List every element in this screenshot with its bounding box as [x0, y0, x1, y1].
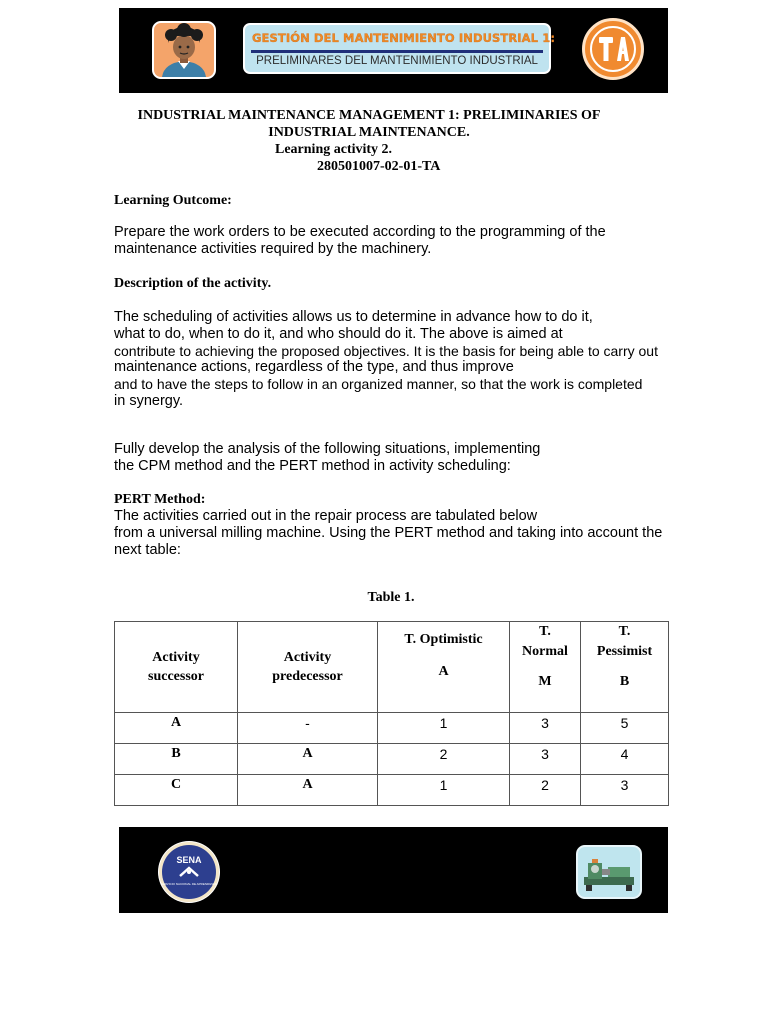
cell-optimistic: 2 [378, 744, 510, 775]
header-text: T. [618, 624, 631, 639]
header-activity-predecessor [238, 622, 378, 713]
header-t-optimistic [378, 622, 510, 713]
paragraph-line: Fully develop the analysis of the following situations, implementing [114, 441, 541, 457]
header-activity-successor [115, 622, 238, 713]
header-text: Activity [283, 650, 332, 665]
cell-pessimist: 5 [581, 713, 669, 744]
paragraph-line: next table: [114, 541, 181, 558]
header-text: successor [148, 669, 204, 684]
header-text: B [619, 674, 630, 689]
paragraph-line: maintenance activities required by the machinery. [114, 240, 432, 257]
paragraph-line: Prepare the work orders to be executed according to the programming of the [114, 224, 606, 240]
cell-predecessor: A [238, 775, 378, 806]
description-text [114, 309, 658, 410]
cell-normal: 2 [510, 775, 581, 806]
cell-optimistic: 1 [378, 713, 510, 744]
sena-logo-subtext: SERVICIO NACIONAL DE APRENDIZAJE [160, 882, 218, 886]
table-row [115, 744, 669, 775]
paragraph-line: from a universal milling machine. Using the PERT method and taking into account the [114, 524, 663, 541]
paragraph-line: the CPM method and the PERT method in activity scheduling: [114, 457, 511, 474]
header-text: T. Optimistic [404, 632, 483, 647]
paragraph-line: and to have the steps to follow in an organized manner, so that the work is completed [114, 376, 643, 393]
table-header-row [115, 622, 669, 713]
learning-outcome-heading: Learning Outcome: [114, 193, 232, 208]
header-t-pessimist [581, 622, 669, 713]
course-title-box [243, 23, 556, 74]
learning-outcome-text [114, 224, 606, 258]
sena-logo-icon [158, 841, 220, 903]
paragraph-line: maintenance actions, regardless of the type, and thus improve [114, 359, 514, 376]
ta-tools-logo-icon [582, 18, 644, 80]
cell-pessimist: 4 [581, 744, 669, 775]
pert-text [114, 508, 662, 558]
paragraph-line: what to do, when to do it, and who should do it. The above is aimed at [114, 325, 563, 342]
header-text: Pessimist [596, 644, 653, 659]
paragraph-line: The activities carried out in the repair process are tabulated below [114, 508, 538, 524]
footer-banner [119, 827, 668, 913]
activity-label: Learning activity 2. [275, 142, 393, 157]
cell-normal: 3 [510, 713, 581, 744]
description-heading: Description of the activity. [114, 276, 272, 291]
paragraph-line: contribute to achieving the proposed objectives. It is the basis for being able to carry out [114, 342, 658, 359]
cell-successor: A [115, 713, 238, 744]
table-row [115, 713, 669, 744]
header-text: M [538, 674, 552, 689]
milling-machine-icon [576, 845, 642, 899]
cell-pessimist: 3 [581, 775, 669, 806]
cell-successor: C [115, 775, 238, 806]
cell-predecessor: - [238, 713, 378, 744]
cell-optimistic: 1 [378, 775, 510, 806]
pert-table [114, 621, 669, 806]
header-banner [119, 8, 668, 93]
header-t-normal [510, 622, 581, 713]
document-title [110, 107, 628, 175]
cell-normal: 3 [510, 744, 581, 775]
avatar-icon [152, 21, 216, 79]
paragraph-line: The scheduling of activities allows us to determine in advance how to do it, [114, 309, 593, 325]
table-caption: Table 1. [367, 590, 415, 605]
header-text: T. [539, 624, 551, 639]
header-text: Normal [522, 644, 568, 659]
table-row [115, 775, 669, 806]
header-text: A [438, 664, 449, 679]
title-divider [251, 50, 543, 53]
activity-code: 280501007-02-01-TA [317, 159, 441, 174]
cell-successor: B [115, 744, 238, 775]
title-line-2: INDUSTRIAL MAINTENANCE. [268, 125, 470, 140]
course-title-line1: GESTIÓN DEL MANTENIMIENTO INDUSTRIAL 1: [252, 31, 556, 45]
header-text: predecessor [272, 669, 343, 684]
paragraph-line: in synergy. [114, 392, 184, 409]
pert-heading: PERT Method: [114, 492, 206, 507]
cell-predecessor: A [238, 744, 378, 775]
sena-logo-text: SENA [176, 855, 202, 865]
analysis-text [114, 441, 540, 475]
header-text: Activity [152, 650, 200, 665]
title-line-1: INDUSTRIAL MAINTENANCE MANAGEMENT 1: PRELIMINARIES OF [137, 108, 601, 123]
course-title-line2: PRELIMINARES DEL MANTENIMIENTO INDUSTRIAL [256, 55, 538, 67]
